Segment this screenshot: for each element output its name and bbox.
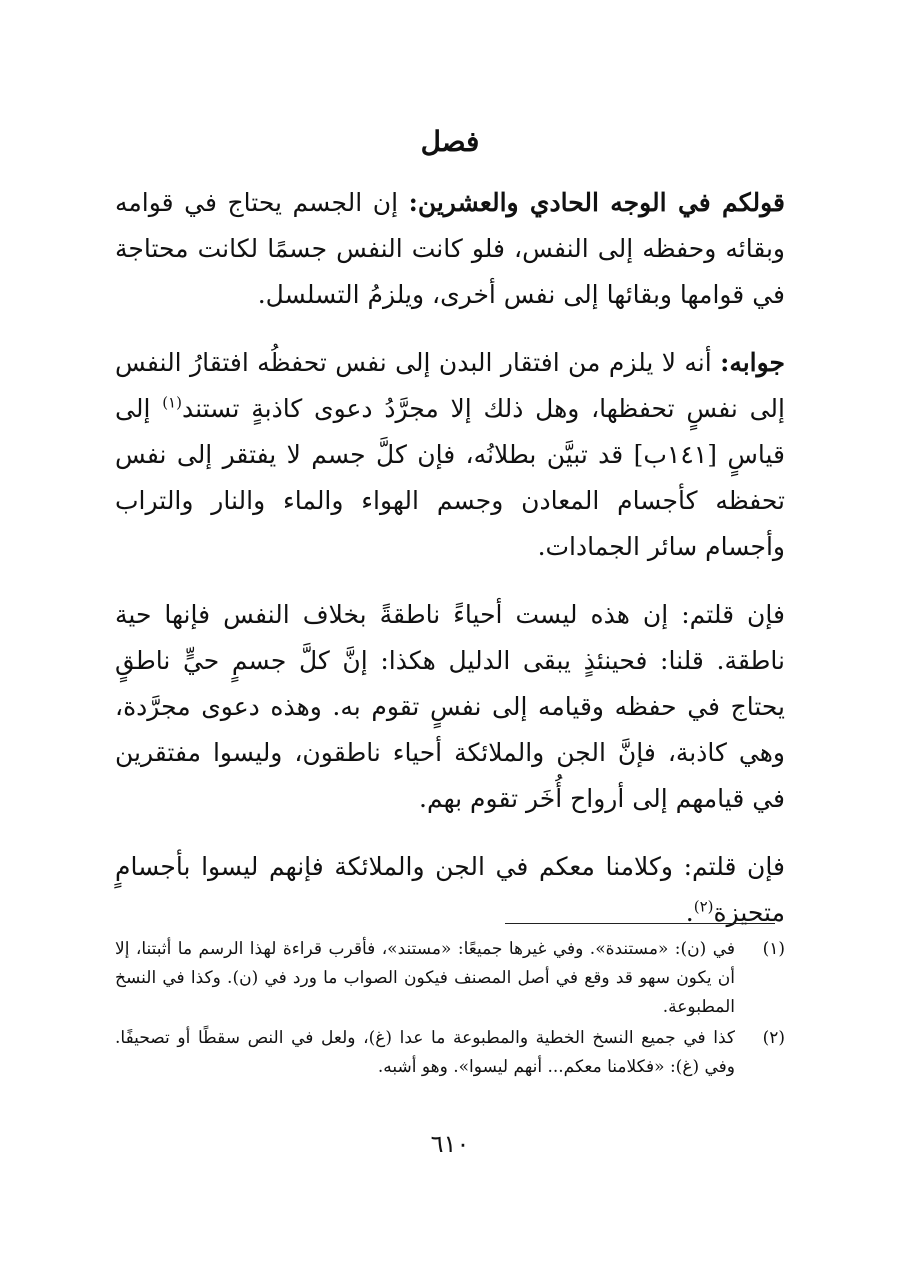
footnote-ref-1: (١) bbox=[162, 393, 182, 412]
footnote-2-number: (٢) bbox=[762, 1028, 785, 1048]
paragraph-1-lead: قولكم في الوجه الحادي والعشرين: bbox=[408, 188, 785, 217]
paragraph-1 bbox=[115, 180, 785, 318]
paragraph-1-text: إن الجسم يحتاج في قوامه وبقائه وحفظه إلى النفس، فلو كانت النفس جسمًا لكانت محتاجة في قوامها وبقائها إلى نفس أخرى، ويلزمُ التسلسل. bbox=[115, 188, 785, 309]
footnote-1 bbox=[115, 935, 785, 1022]
footnote-1-text: في (ن): «مستندة». وفي غيرها جميعًا: «مستند»، فأقرب قراءة لهذا الرسم ما أثبتنا، إلا أن يكون سهو قد وقع في أصل المصنف فيكون الصواب ما ورد في (ن). وكذا في النسخ المطبوعة. bbox=[115, 939, 735, 1017]
page-number: ٦١٠ bbox=[430, 1130, 470, 1158]
paragraph-2 bbox=[115, 340, 785, 570]
footnote-1-number: (١) bbox=[762, 939, 785, 959]
paragraph-4-text-a: فإن قلتم: وكلامنا معكم في الجن والملائكة فإنهم ليسوا بأجسامٍ متحيزة bbox=[115, 852, 785, 927]
paragraph-2-lead: جوابه: bbox=[720, 348, 785, 377]
paragraph-2-text-a: أنه لا يلزم من افتقار البدن إلى نفس تحفظُه افتقارُ النفس إلى نفسٍ تحفظها، وهل ذلك إلا مجرَّدُ دعوى كاذبةٍ تستند bbox=[115, 348, 785, 423]
footnote-2-text: كذا في جميع النسخ الخطية والمطبوعة ما عدا (غ)، ولعل في النص سقطًا أو تصحيفًا. وفي (غ): «فكلامنا معكم... أنهم ليسوا». وهو أشبه. bbox=[115, 1028, 735, 1077]
footnotes bbox=[115, 935, 785, 1084]
footnote-ref-2: (٢) bbox=[693, 897, 714, 916]
footnote-2 bbox=[115, 1024, 785, 1082]
paragraph-3-text: فإن قلتم: إن هذه ليست أحياءً ناطقةً بخلاف النفس فإنها حية ناطقة. قلنا: فحينئذٍ يبقى الدليل هكذا: إنَّ كلَّ جسمٍ حيٍّ ناطقٍ يحتاج في حفظه وقيامه إلى نفسٍ تقوم به. وهذه دعوى مجرَّدة، وهي كاذبة، فإنَّ الجن والملائكة أحياء ناطقون، وليسوا مفتقرين في قيامهم إلى أرواح أُخَر تقوم بهم. bbox=[115, 600, 785, 813]
footnote-divider bbox=[505, 923, 775, 924]
paragraph-2-text-b: إلى قياسٍ [١٤١ب] قد تبيَّن بطلانُه، فإن كلَّ جسم لا يفتقر إلى نفس تحفظه كأجسام المعادن وجسم الهواء والماء والنار والتراب وأجسام سائر الجمادات. bbox=[115, 394, 785, 561]
paragraph-3 bbox=[115, 592, 785, 822]
section-title: فصل bbox=[420, 125, 480, 158]
paragraph-4-text-b: . bbox=[685, 898, 694, 927]
main-text bbox=[115, 180, 785, 958]
